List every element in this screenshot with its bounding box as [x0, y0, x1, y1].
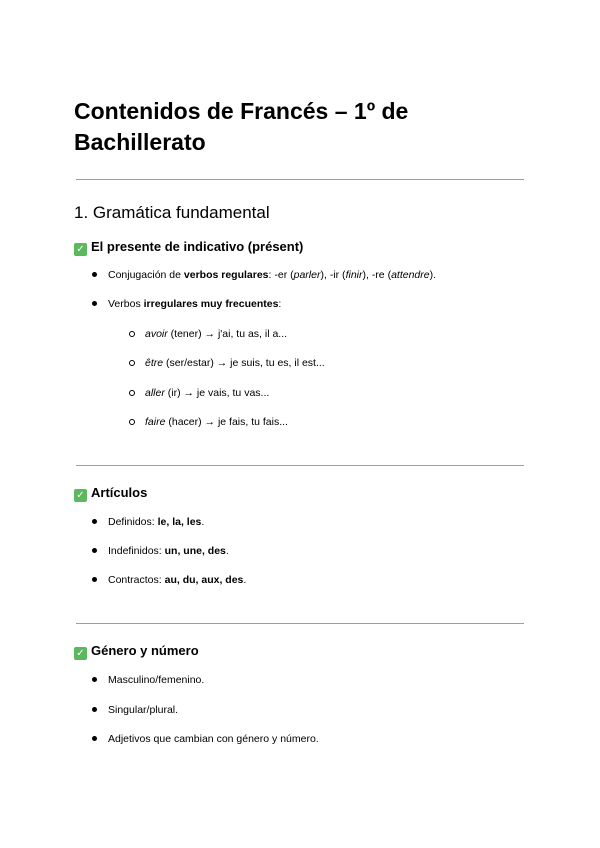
list-item-masculino: Masculino/femenino. — [108, 674, 205, 686]
list-item-regular-verbs — [108, 268, 436, 282]
bullet-icon — [92, 707, 97, 712]
text: : -er ( — [268, 269, 294, 281]
list-item-contractos — [108, 573, 246, 587]
sub-item-faire — [145, 415, 288, 429]
text: (tener) → j'ai, tu as, il a... — [167, 328, 288, 340]
bullet-icon — [92, 272, 97, 277]
subheading-articles — [74, 484, 147, 502]
sub-item-etre — [145, 356, 325, 370]
bullet-icon — [92, 301, 97, 306]
divider — [76, 623, 524, 624]
circle-bullet-icon — [129, 331, 135, 337]
italic-text: faire — [145, 416, 166, 428]
list-item-singular: Singular/plural. — [108, 704, 179, 716]
bold-text: un, une, des — [164, 545, 226, 557]
italic-text: avoir — [145, 328, 168, 340]
list-item-definidos — [108, 515, 204, 529]
subheading-present — [74, 238, 303, 256]
text: (ir) → je vais, tu vas... — [164, 387, 270, 399]
text: : — [278, 298, 282, 310]
check-mark-icon: ✓ — [74, 243, 87, 256]
text: Conjugación de — [108, 269, 184, 281]
text: . — [243, 574, 247, 586]
subheading-present-text: El presente de indicativo (présent) — [91, 239, 304, 254]
italic-text: finir — [345, 269, 363, 281]
list-item-irregular-verbs — [108, 297, 281, 311]
text: . — [201, 516, 205, 528]
list-item-adjetivos: Adjetivos que cambian con género y número. — [108, 733, 319, 745]
bold-text: le, la, les — [157, 516, 202, 528]
section-heading-grammar: 1. Gramática fundamental — [74, 203, 270, 222]
text: Indefinidos: — [108, 545, 165, 557]
italic-text: parler — [293, 269, 321, 281]
document-title: Contenidos de Francés – 1º de Bachillerato — [74, 98, 409, 155]
italic-text: aller — [145, 387, 165, 399]
check-mark-icon: ✓ — [74, 489, 87, 502]
text: ). — [429, 269, 437, 281]
sub-item-avoir — [145, 327, 287, 341]
bullet-icon — [92, 519, 97, 524]
subheading-gender — [74, 642, 199, 660]
text: ), -re ( — [362, 269, 392, 281]
text: (hacer) → je fais, tu fais... — [165, 416, 288, 428]
bullet-icon — [92, 736, 97, 741]
sub-item-aller — [145, 386, 269, 400]
subheading-gender-text: Género y número — [91, 643, 199, 658]
bullet-icon — [92, 677, 97, 682]
bold-text: au, du, aux, des — [164, 574, 244, 586]
bold-text: irregulares muy frecuentes — [143, 298, 279, 310]
list-item-indefinidos — [108, 544, 229, 558]
divider — [76, 179, 524, 180]
italic-text: être — [145, 357, 164, 369]
bold-text: verbos regulares — [183, 269, 269, 281]
text: . — [225, 545, 229, 557]
text: (ser/estar) → je suis, tu es, il est... — [163, 357, 325, 369]
circle-bullet-icon — [129, 419, 135, 425]
divider — [76, 465, 524, 466]
text: ), -ir ( — [320, 269, 346, 281]
bullet-icon — [92, 548, 97, 553]
circle-bullet-icon — [129, 360, 135, 366]
circle-bullet-icon — [129, 390, 135, 396]
text: Definidos: — [108, 516, 158, 528]
check-mark-icon: ✓ — [74, 647, 87, 660]
subheading-articles-text: Artículos — [91, 485, 148, 500]
bullet-icon — [92, 577, 97, 582]
italic-text: attendre — [391, 269, 430, 281]
text: Verbos — [108, 298, 144, 310]
text: Contractos: — [108, 574, 165, 586]
